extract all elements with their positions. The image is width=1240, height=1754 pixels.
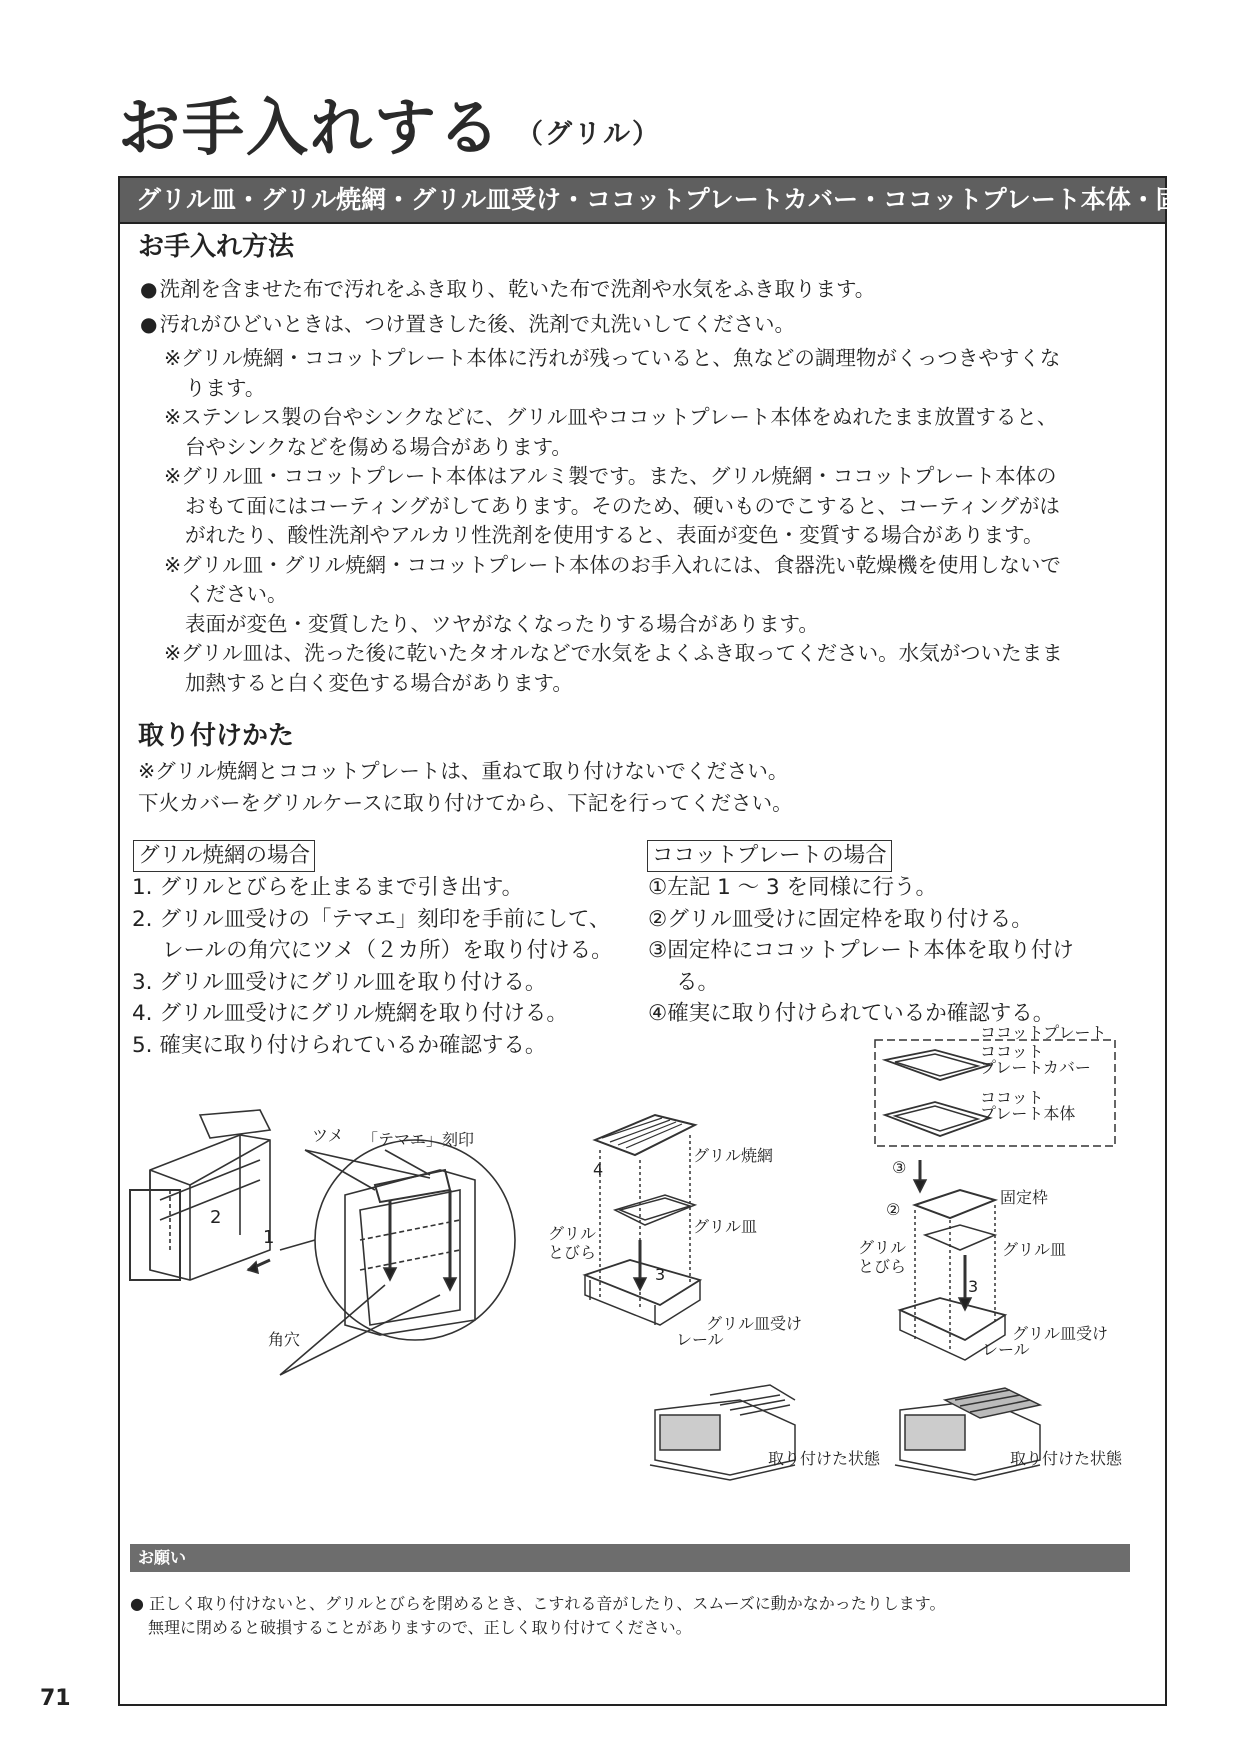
label-installed-2: 取り付けた状態	[1010, 1449, 1123, 1468]
page-title-sub: （グリル）	[516, 119, 662, 151]
label-sarauke-2: グリル皿受け	[1012, 1324, 1109, 1343]
bullet-text: 洗剤を含ませた布で汚れをふき取り、乾いた布で洗剤や水気をふき取ります。	[159, 277, 876, 301]
label-tobira-2: グリル とびら	[858, 1238, 907, 1276]
note-line: ※ステンレス製の台やシンクなどに、グリル皿やココットプレート本体をぬれたまま放置すると、	[164, 405, 1058, 429]
install-heading: 取り付けかた	[138, 721, 295, 751]
label-num-2: 2	[210, 1207, 222, 1228]
figure-grill-net-assembly	[580, 1110, 710, 1350]
label-c3: ③	[892, 1158, 907, 1177]
bullet-text: 汚れがひどいときは、つけ置きした後、洗剤で丸洗いしてください。	[159, 312, 795, 336]
note-line: 台やシンクなどを傷める場合があります。	[185, 435, 572, 459]
note-line: 加熱すると白く変色する場合があります。	[185, 671, 573, 695]
label-sara: グリル皿	[693, 1217, 758, 1236]
bullet-icon: ●	[140, 277, 158, 301]
label-tobira: グリル とびら	[548, 1224, 597, 1262]
grill-net-step-2-cont: レールの角穴にツメ（２カ所）を取り付ける。	[162, 938, 613, 963]
label-num-4: 4	[593, 1160, 604, 1179]
cocotte-step-2: ②グリル皿受けに固定枠を取り付ける。	[648, 907, 1033, 932]
label-rail: レール	[676, 1330, 724, 1349]
note-line: おもて面にはコーティングがしてあります。そのため、硬いものでこすると、コーティングがは	[185, 494, 1060, 518]
label-cocotte-cover: ココット プレートカバー	[980, 1042, 1091, 1077]
cocotte-step-4: ④確実に取り付けられているか確認する。	[648, 1001, 1055, 1026]
note-line: ※グリル焼網・ココットプレート本体に汚れが残っていると、魚などの調理物がくっつきやすくな	[164, 346, 1061, 370]
caution-heading: お願い	[130, 1544, 1130, 1572]
cocotte-step-3: ③固定枠にココットプレート本体を取り付け	[648, 938, 1074, 963]
grill-net-step-5: 5. 確実に取り付けられているか確認する。	[132, 1033, 547, 1058]
label-cocotte-body: ココット プレート本体	[980, 1088, 1076, 1123]
figure-grill-rail	[130, 1110, 500, 1400]
note-line: 表面が変色・変質したり、ツヤがなくなったりする場合があります。	[185, 612, 819, 636]
label-temae: 「テマエ」刻印	[362, 1130, 475, 1149]
install-intro-1: ※グリル焼網とココットプレートは、重ねて取り付けないでください。	[138, 759, 789, 783]
label-cocotte-plate: ココットプレート	[980, 1023, 1107, 1042]
label-installed-1: 取り付けた状態	[768, 1449, 881, 1468]
caution-line-1: ● 正しく取り付けないと、グリルとびらを閉めるとき、こすれる音がしたり、スムーズに動かなかったりします。	[130, 1594, 946, 1613]
grill-net-step-2: 2. グリル皿受けの「テマエ」刻印を手前にして、	[132, 907, 611, 932]
page-number: 71	[40, 1686, 71, 1711]
cocotte-label: ココットプレートの場合	[647, 840, 892, 872]
label-tsume: ツメ	[312, 1126, 344, 1145]
bullet-icon: ●	[140, 312, 158, 336]
label-rail-2: レール	[982, 1340, 1030, 1359]
grill-net-step-4: 4. グリル皿受けにグリル焼網を取り付ける。	[132, 1001, 568, 1026]
note-line: がれたり、酸性洗剤やアルカリ性洗剤を使用すると、表面が変色・変質する場合があります。	[185, 523, 1044, 547]
install-intro-2: 下火カバーをグリルケースに取り付けてから、下記を行ってください。	[138, 791, 793, 815]
label-yakiami: グリル焼網	[693, 1146, 774, 1165]
section-banner: グリル皿・グリル焼網・グリル皿受け・ココットプレートカバー・ココットプレート本体・固定枠	[120, 178, 1165, 224]
note-line: ※グリル皿は、洗った後に乾いたタオルなどで水気をよくふき取ってください。水気がついたまま	[164, 641, 1063, 665]
page-title	[118, 78, 661, 167]
page-title-main: お手入れする	[118, 91, 503, 164]
label-num-3b: 3	[968, 1277, 979, 1296]
cleaning-bullet-2	[140, 309, 795, 339]
grill-net-step-3: 3. グリル皿受けにグリル皿を取り付ける。	[132, 970, 547, 995]
label-num-3: 3	[655, 1265, 666, 1284]
label-koteiwaku: 固定枠	[1000, 1188, 1049, 1207]
label-sara-2: グリル皿	[1002, 1240, 1067, 1259]
label-kakuana: 角穴	[268, 1330, 301, 1349]
grill-net-label: グリル焼網の場合	[133, 840, 315, 872]
label-c2: ②	[886, 1200, 901, 1219]
cleaning-heading: お手入れ方法	[138, 232, 295, 262]
note-line: ります。	[185, 376, 266, 400]
caution-line-2: 無理に閉めると破損することがありますので、正しく取り付けてください。	[148, 1618, 692, 1637]
note-line: ※グリル皿・グリル焼網・ココットプレート本体のお手入れには、食器洗い乾燥機を使用しないで	[164, 553, 1061, 577]
cleaning-bullet-1	[140, 274, 875, 304]
note-line: ください。	[185, 582, 288, 606]
label-sarauke: グリル皿受け	[706, 1314, 803, 1333]
cocotte-step-3-cont: る。	[676, 970, 720, 995]
grill-net-step-1: 1. グリルとびらを止まるまで引き出す。	[132, 875, 524, 900]
label-num-1: 1	[263, 1227, 275, 1248]
cocotte-step-1: ①左記 1 ～ 3 を同様に行う。	[648, 875, 937, 900]
note-line: ※グリル皿・ココットプレート本体はアルミ製です。また、グリル焼網・ココットプレート本体の	[164, 464, 1057, 488]
